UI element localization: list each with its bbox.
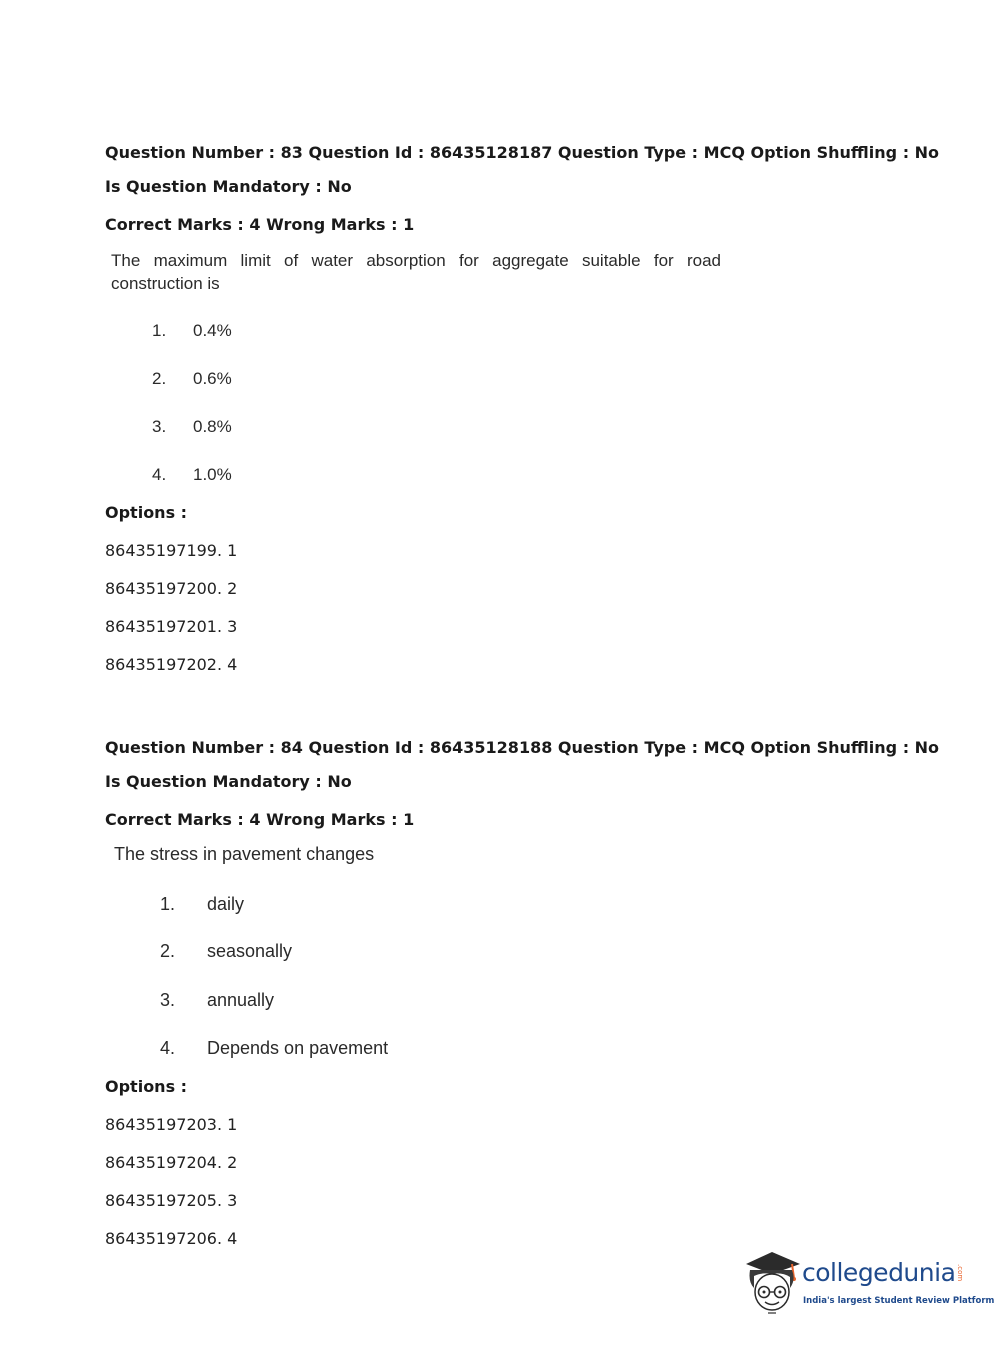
choice-number: 4. [152,465,167,484]
marks-line: Correct Marks : 4 Wrong Marks : 1 [105,215,415,234]
choice-text: 0.8% [193,417,232,436]
choice-text: daily [207,894,245,914]
option-id: 86435197205. 3 [105,1191,238,1210]
question-stem: The stress in pavement changes [114,844,375,864]
choice-text: annually [207,990,275,1010]
choice-text: 1.0% [193,465,232,484]
choice-number: 2. [160,941,176,961]
marks-line: Correct Marks : 4 Wrong Marks : 1 [105,810,415,829]
question-meta-line: Question Number : 84 Question Id : 86435128188 Question Type : MCQ Option Shuffling : No [105,738,940,757]
logo-wordmark: collegedunia [802,1258,956,1287]
logo-suffix: .com [956,1264,964,1282]
choice-text: Depends on pavement [207,1038,389,1058]
collegedunia-logo [742,1250,995,1320]
question-meta-line: Question Number : 83 Question Id : 86435128187 Question Type : MCQ Option Shuffling : No [105,143,940,162]
choice-number: 4. [160,1038,176,1058]
choice-number: 2. [152,369,167,388]
choice-text: seasonally [207,941,293,961]
choice-number: 3. [160,990,176,1010]
choice-number: 1. [160,894,176,914]
choice-text: 0.4% [193,321,232,340]
student-mascot-icon [742,1250,802,1316]
choice-number: 1. [152,321,167,340]
options-label: Options : [105,1077,188,1096]
choice-text: 0.6% [193,369,232,388]
mandatory-line: Is Question Mandatory : No [105,177,352,196]
option-id: 86435197203. 1 [105,1115,238,1134]
option-id: 86435197201. 3 [105,617,238,636]
logo-tagline: India's largest Student Review Platform [803,1296,995,1306]
mandatory-line: Is Question Mandatory : No [105,772,352,791]
options-label: Options : [105,503,188,522]
question-stem: The maximum limit of water absorption for aggregate suitable for road construction is [111,251,721,293]
option-id: 86435197204. 2 [105,1153,238,1172]
option-id: 86435197199. 1 [105,541,238,560]
option-id: 86435197206. 4 [105,1229,238,1248]
option-id: 86435197202. 4 [105,655,238,674]
choice-number: 3. [152,417,167,436]
option-id: 86435197200. 2 [105,579,238,598]
